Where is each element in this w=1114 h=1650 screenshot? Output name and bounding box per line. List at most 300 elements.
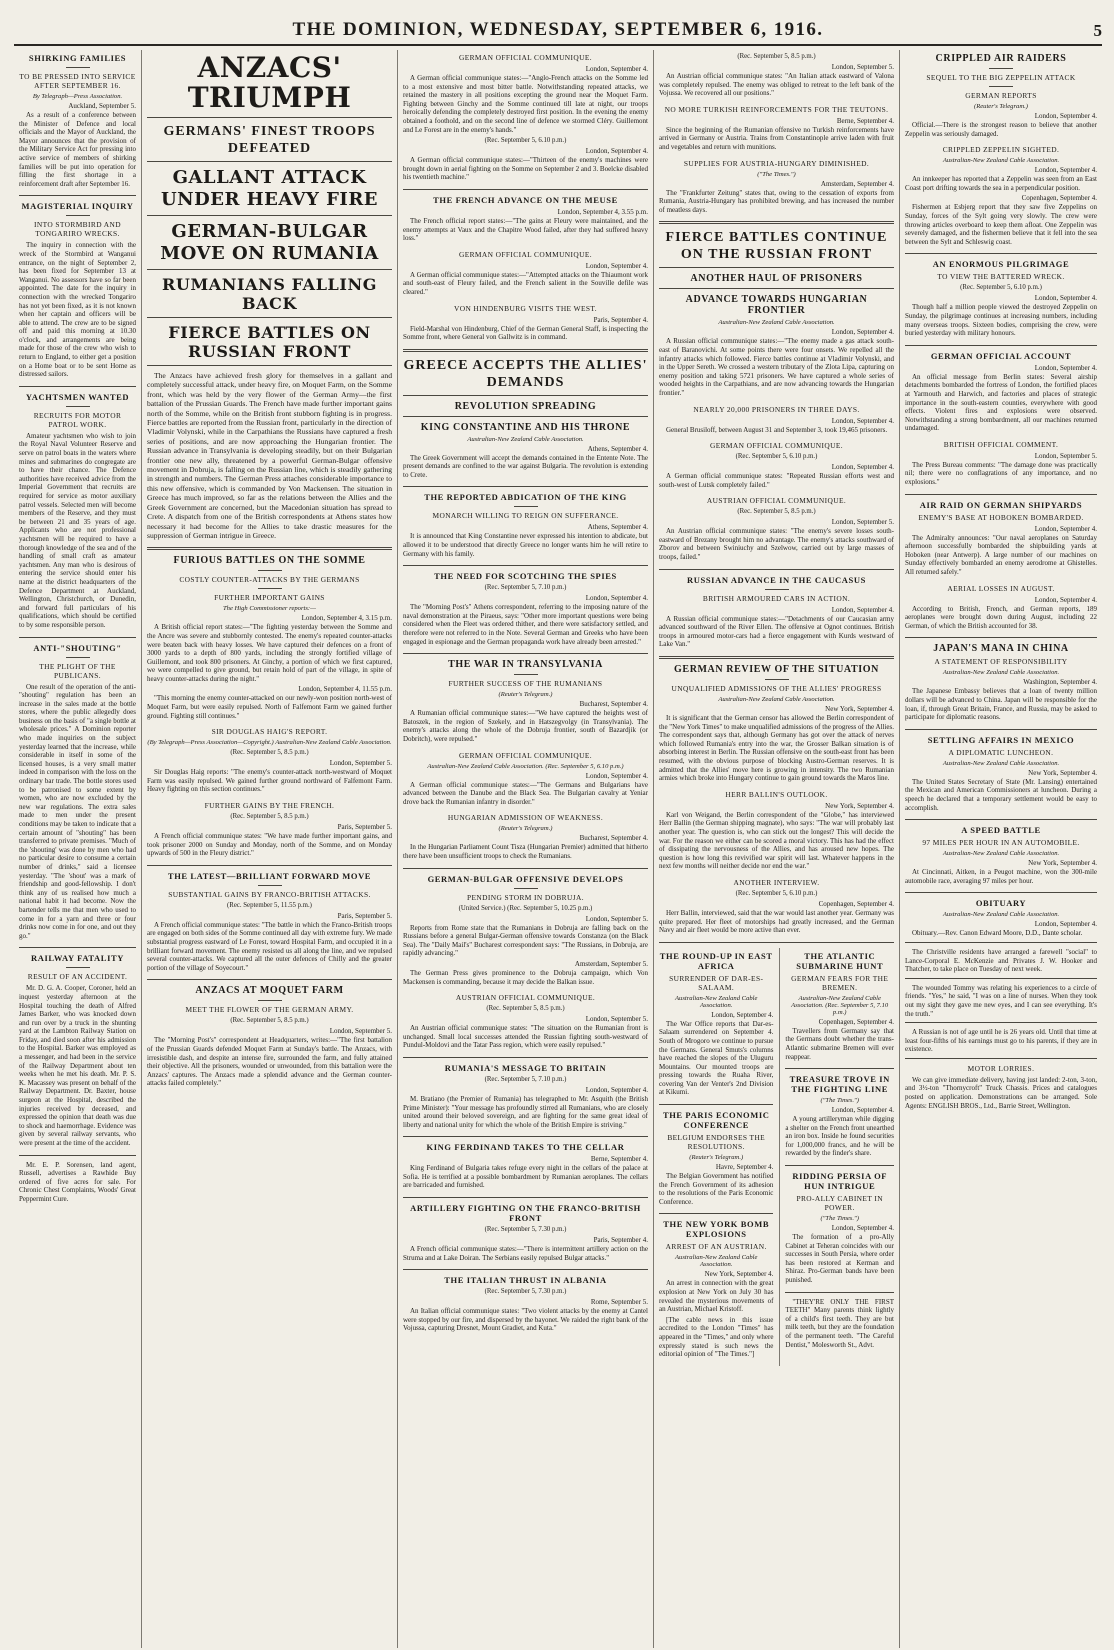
subheadline: ENEMY'S BASE AT HOBOKEN BOMBARDED. (918, 512, 1084, 522)
headline: SETTLING AFFAIRS IN MEXICO (927, 734, 1075, 745)
article-body: Amateur yachtsmen who wish to join the Royal Naval Volunteer Reserve and serve on patrol boats in the waters where mines and submarines do congregate are to have their chance. The Defence authorities have received advice from the Imperial Government that recruits are required for service as motor auxiliary patrol vessels. Selected men will become members of the Reserve, and they must be between 21 and 35 years of age. Applicants who are not professional yachtsmen will be required to have a thorough knowledge of the sea and of the handling of small craft as amateur yachtsmen. Any man who is desirous of entering the service should enter his name at the district headquarters of the Defence Department at Auckland, Wellington, Christchurch, or Dunedin, and forward full particulars of his qualifications, which should be certified to by some responsible person. (19, 431, 136, 629)
headline: GERMAN-BULGAR MOVE ON RUMANIA (160, 221, 379, 264)
dateline: Athens, September 4. (587, 444, 648, 453)
article-german-communique-4 (659, 441, 894, 489)
headline: OBITUARY (975, 898, 1027, 909)
dateline: London, September 4, 3.15 p.m. (301, 614, 392, 623)
article-german-communique-2 (403, 250, 648, 297)
dateline: Berne, September 4. (836, 116, 894, 125)
subheadline: FURTHER SUCCESS OF THE RUMANIANS (448, 679, 603, 689)
article-body: "This morning the enemy counter-attacked on our newly-won position north-west of Moquet Farm, but were easily repulsed. North of Falfemont Farm we gained further ground. Fighting still continues." (147, 694, 392, 720)
article-yachtsmen-wanted (19, 392, 136, 630)
article-ballin-outlook (659, 790, 894, 871)
subheadline: 97 MILES PER HOUR IN AN AUTOMOBILE. (922, 838, 1080, 848)
article-body: The Christville residents have arranged a farewell "social" to Lance-Corporal E. McKenzie and Privates J. W. Hooker and Thatcher, to take place on Tuesday of next week. (905, 947, 1097, 974)
article-body: An official message from Berlin states: Several airship detachments bombarded the fortress of London, the fortified places at Yarmouth and Harwich, and factories and places of strategic importance in the south-eastern counties, everywhere with good effects. Violent fires and explosions were observed. Notwithstanding a strong bombardment, all our machines returned undamaged. (905, 372, 1097, 433)
subheadline: RESULT OF AN ACCIDENT. (27, 972, 128, 982)
headline: JAPAN'S MANA IN CHINA (933, 643, 1069, 655)
source-line: (By Telegraph—Press Association—Copyright.) Australian-New Zealand Cable Association. (147, 739, 392, 747)
received-line: (Rec. September 5, 7.30 p.m.) (484, 1226, 567, 1234)
article-body: The wounded Tommy was relating his experiences to a circle of friends. "Yes," he said, "I was on a line of nurses. When they took out my sight they gave me new eyes, and I can see everything. It's the truth." (905, 983, 1097, 1018)
dateline: London, September 4. (831, 1106, 894, 1115)
headline: AUSTRIAN OFFICIAL COMMUNIQUE. (706, 496, 847, 506)
article-turkish-reinforcements (659, 105, 894, 152)
column-3 (398, 50, 654, 1648)
headline: AUSTRIAN OFFICIAL COMMUNIQUE. (455, 993, 596, 1003)
subheadline: SURRENDER OF DAR-ES-SALAAM. (669, 973, 764, 992)
headline: RUMANIA'S MESSAGE TO BRITAIN (444, 1062, 607, 1073)
article-magisterial-inquiry (19, 201, 136, 379)
source-line: Australian-New Zealand Cable Association. (942, 669, 1060, 677)
headline: ANTI-"SHOUTING" (33, 642, 122, 653)
article-treasure-trove (785, 1074, 894, 1158)
dateline: Copenhagen, September 4. (818, 899, 894, 908)
source-line: Australian-New Zealand Cable Association. (718, 696, 835, 704)
subheadline: PENDING STORM IN DOBRUJA. (466, 892, 585, 902)
article-body: King Ferdinand of Bulgaria takes refuge every night in the cellars of the palace at Sofia. He is terrified at a possible bombardment by Rumanian aeroplanes. The cellars are barricaded and furnished. (403, 1164, 648, 1190)
headline: VON HINDENBURG VISITS THE WEST. (453, 303, 598, 313)
dateline: New York, September 4. (704, 1270, 774, 1279)
headline: THE ROUND-UP IN EAST AFRICA (659, 950, 773, 971)
article-body: The Anzacs have achieved fresh glory for themselves in a gallant and completely successful attack, under heavy fire, on Moquet Farm, on the Somme front, which was held by the very flower of the German Army—the first battalion of the Prussian Guards. The French have made further important gains north of the Somme, while on the British front stubborn fighting is in progress. Fierce battles are reported from the Russian front, particularly in the direction of Vladimir Volynski, while in the Carpathians the Russians have captured a fresh series of positions, and are now approaching the Hungarian frontier. The Russian advance in Transylvania is developing steadily, but on their Bulgarian frontier one new ally, threatened by a powerful German-Bulgar offensive movement in Dobruja, is falling on the Russian line, which is steadily gathering in strength and numbers. The German Press attaches considerable importance to this new offensive, which is commanded by Von Mackensen. The situation in Greece has much improved, so far as the relations between the Allies and the Greek Government are concerned, but the Macedonian situation has spread to Crete. A dispatch from one of the British correspondents at Athens states how necessary it had become for the Allies to take drastic measures for the suppression of German intrigue in Greece. (147, 371, 392, 540)
received-line: (United Service.) (Rec. September 5, 10.25 p.m.) (458, 904, 593, 912)
article-spies (403, 571, 648, 646)
headline: THE ATLANTIC SUBMARINE HUNT (796, 950, 884, 971)
headline: GERMAN OFFICIAL COMMUNIQUE. (458, 249, 593, 259)
dateline: Auckland, September 5. (68, 102, 136, 110)
dateline: London, September 5. (1034, 451, 1097, 460)
article-body: M. Bratiano (the Premier of Rumania) has telegraphed to Mr. Asquith (the British Prime Minister): "Your message has profoundly stirred all Rumanians, who are closely united around their beloved sovereign, and are fighting for the same great ideal of liberty and national unity for which the whole of the British Empire is striving." (403, 1094, 648, 1129)
dateline: London, September 4. (1034, 595, 1097, 604)
article-body: Obituary.—Rev. Canon Edward Moore, D.D., Dante scholar. (912, 929, 1083, 938)
headline: GERMANS' FINEST TROOPS DEFEATED (163, 124, 376, 156)
headline: THE NEW YORK BOMB EXPLOSIONS (663, 1219, 770, 1240)
subheadline: MEET THE FLOWER OF THE GERMAN ARMY. (185, 1005, 354, 1015)
dateline: Washington, September 4. (1023, 678, 1097, 687)
article-body: As a result of a conference between the Minister of Defence and local officials and the Mayor of Auckland, the Mayor announces that the provision of the Military Service Act for pressing into active service of members of shirking families will be put into operation for filling the first shortage in a reinforcement draft after September 16. (19, 111, 136, 188)
received-line: (Rec. September 5, 8.5 p.m.) (737, 53, 816, 60)
headline: KING FERDINAND TAKES TO THE CELLAR (426, 1142, 625, 1153)
dateline: London, September 4. (1034, 112, 1097, 120)
subheadline: RECRUITS FOR MOTOR PATROL WORK. (33, 410, 122, 429)
dateline: London, September 4. (585, 1085, 648, 1094)
article-dobruja (403, 874, 648, 987)
article-paris-conference (659, 1110, 773, 1206)
dateline: London, September 4. (831, 463, 894, 472)
article-body: A German official communique states: "Repeated Russian efforts west and south-west of Lutsk completely failed." (659, 472, 894, 489)
article-body: An innkeeper has reported that a Zeppelin was seen from an East Coast port drifting towards the sea in a perpendicular position. (905, 175, 1097, 192)
received-line: (Rec. September 5, 8.5 p.m.) (737, 508, 816, 516)
article-body: At Cincinnati, Aitken, in a Peugot machine, won the 300-mile automobile race, averaging 97 miles per hour. (905, 868, 1097, 885)
article-russian-front (659, 229, 894, 397)
article-body: The French official report states:—"The gains at Fleury were maintained, and the enemy attempts at Vaux and the Chapitre Wood failed, after they had suffered heavy loss." (403, 216, 648, 243)
dateline: Bucharest, September 4. (579, 834, 648, 843)
received-line: (Rec. September 5, 6.10 p.m.) (735, 453, 818, 461)
article-body: The Admiralty announces: "Our naval aeroplanes on Saturday afternoon successfully bombarded the shipbuilding yards at Hoboken (near Antwerp). A large number of our machines on Sunday effectively bombarded an enemy aerodrome at Ghistelles. All returned safely." (905, 533, 1097, 577)
dateline: London, September 5. (329, 759, 392, 768)
article-moquet-farm (147, 985, 392, 1088)
article-body: A Russian official communique states:—"The enemy made a gas attack south-east of Baranovichi. At some points there were four onsets. We repelled all the infantry attacks which followed. Fierce battles continue at Vladimir Volynski, and in the Upper Sereth. We crossed a western tributary of the Zlota Lipa, capturing on enemy position and taking 5721 prisoners. We have captured a whole series of wooded heights in the Carpathians, and are now advancing towards the Hungarian frontier." (659, 337, 894, 397)
headline: CRIPPLED AIR RAIDERS (935, 53, 1067, 64)
dateline: London, September 4. (831, 328, 894, 337)
headline: YACHTSMEN WANTED (25, 391, 130, 402)
headline: FIERCE BATTLES CONTINUE ON THE RUSSIAN FRONT (665, 230, 888, 263)
headline: GERMAN OFFICIAL COMMUNIQUE. (458, 750, 593, 760)
article-hungarian-admission (403, 813, 648, 860)
article-albania (403, 1275, 648, 1333)
dateline: Bucharest, September 4. (579, 700, 648, 709)
headline: NEARLY 20,000 PRISONERS IN THREE DAYS. (693, 404, 860, 414)
headline: HERR BALLIN'S OUTLOOK. (725, 789, 828, 799)
article-body: Field-Marshal von Hindenburg, Chief of the German General Staff, is inspecting the Somme front, where General von Gallwitz is in command. (403, 324, 648, 342)
dateline: London, September 4. (831, 605, 894, 614)
article-body: A German official communique states:—"Anglo-French attacks on the Somme led to a most extensive and most bitter battle. Notwithstanding repeated attacks, we retained the mastery in all positions excepting the ground near the Moquet Farm. Fighting between Ginchy and the Somme continued till late at night, our troops heroically defending the completely destroyed first position. In the evening the enemy obtained a foothold, and on the second line of defence we stormed Cléry. Guillemont and Le Forest are in the enemy's hands." (403, 74, 648, 134)
article-anti-shouting (19, 643, 136, 941)
dateline: London, September 4. (711, 1010, 774, 1019)
split-section (659, 948, 894, 1366)
article-body: The formation of a pro-Ally Cabinet at Teheran coincides with our successes in South Persia, where order has been restored at Kerman and Shiraz. Pro-German bands have been punished. (785, 1233, 894, 1285)
source-line: (Reuter's Telegram.) (498, 691, 553, 699)
dateline: London, September 4. (1034, 166, 1097, 175)
subheadline: SEQUEL TO THE BIG ZEPPELIN ATTACK (926, 73, 1076, 82)
source-line: (Reuter's Telegram.) (974, 103, 1028, 110)
dateline: London, September 4. (585, 594, 648, 603)
received-line: (Rec. September 5, 6.10 p.m.) (960, 284, 1042, 292)
article-crippled-air-raiders (905, 53, 1097, 138)
article-body: Travellers from Germany say that the Germans doubt whether the trans-Atlantic submarine Bremen will ever reappear. (785, 1026, 894, 1061)
received-line: (Rec. September 5, 7.10 p.m.) (484, 1075, 567, 1083)
article-submarine-hunt (785, 951, 894, 1061)
source-line: Australian-New Zealand Cable Association. (942, 759, 1060, 767)
article-body: Though half a million people viewed the destroyed Zeppelin on Sunday, the pilgrimage continues at increasing numbers, including many overseas troops. Sixteen bodies, comprising the crew, were buried yesterday with military honours. (905, 303, 1097, 338)
dateline: London, September 4. (585, 771, 648, 780)
article-forward-move (147, 871, 392, 973)
dateline: Amsterdam, September 5. (574, 959, 648, 968)
headline: MOTOR LORRIES. (967, 1063, 1035, 1073)
article-body: The War Office reports that Dar-es-Salaam surrendered on September 4. South of Mrogoro we continue to pursue the Germans. General Smuts's columns have reached the slopes of the Uluguru Mountains. Our mounted troops are pressing towards the Ruaha River, covering Van der Venter's 2nd Division at Kikumi. (659, 1019, 774, 1097)
dateline: London, September 4. (1034, 294, 1097, 303)
source-line: Australian-New Zealand Cable Association. (467, 435, 584, 443)
received-line: (Rec. September 5, 6.10 p.m.) (484, 137, 567, 145)
article-body: The Greek Government will accept the demands contained in the Entente Note. The present demands are confined to the war against Bulgaria. The revolution is extending to Crete. (403, 453, 648, 479)
dateline: Berne, September 4. (590, 1155, 648, 1164)
article-body: A Rumanian official communique states:—"We have captured the heights west of Batoszek, in the region of Szekely, and in Hatszegvolgy (in Transylvania). The enemy's attacks along the whole of the Dobruja frontier, south of Bazardjik (or Dobritch), were repulsed." (403, 709, 648, 743)
subheadline: ADVANCE TOWARDS HUNGARIAN FRONTIER (685, 294, 868, 317)
headline: FURIOUS BATTLES ON THE SOMME (173, 555, 366, 567)
headline: THE WAR IN TRANSYLVANIA (448, 659, 603, 671)
article-mexico (905, 735, 1097, 812)
headline: AN ENORMOUS PILGRIMAGE (932, 259, 1070, 270)
headline: A SPEED BATTLE (961, 825, 1041, 836)
article-abdication (403, 492, 648, 558)
received-line: (Rec. September 5, 8.5 p.m.) (230, 813, 309, 821)
dateline: Rome, September 5. (590, 1298, 648, 1307)
article-persia (785, 1171, 894, 1285)
article-shipyards (905, 500, 1097, 577)
dateline: London, September 4, 3.55 p.m. (557, 207, 648, 216)
article-body: The "Morning Post's" Athens correspondent, referring to the imposing nature of the naval demonstration at the Piraeus, says: "Other more important questions were being considered when the Fleet was ordered thither, and there were satisfactory settled, and therefore were not referred to in the Note. Several German and Greeks who have been engaged in espionage and the German propaganda work have already been arrested." (403, 603, 648, 646)
subheadline: ANOTHER HAUL OF PRISONERS (690, 273, 863, 285)
headline: THE NEED FOR SCOTCHING THE SPIES (434, 571, 617, 582)
headline: AIR RAID ON GERMAN SHIPYARDS (919, 499, 1083, 510)
article-somme (147, 555, 392, 720)
article-italian-attack (659, 53, 894, 98)
article-body: A French official communique states: "We have made further important gains, and took prisoner 2000 on Sunday and Monday, north of the Somme, and on Monday upwards of 500 in the Fleury district." (147, 832, 392, 858)
dateline: Paris, September 5. (337, 911, 392, 920)
dateline: New York, September 4. (1028, 859, 1097, 868)
article-zeppelin-sighted (905, 145, 1097, 246)
headline: GERMAN-BULGAR OFFENSIVE DEVELOPS (427, 873, 624, 884)
headline: TREASURE TROVE IN THE FIGHTING LINE (789, 1074, 890, 1095)
article-body: A Russian official communique states:—"Detachments of our Caucasian army advanced southward of the River Ellen. The offensive at Ognot continues. British troops in armoured motor-cars had a fierce engagement with Kurds westward of Lake Van." (659, 614, 894, 649)
subheadline: MONARCH WILLING TO REIGN ON SUFFERANCE. (432, 511, 619, 521)
subheadline: A DIPLOMATIC LUNCHEON. (948, 747, 1054, 757)
source-line: Australian-New Zealand Cable Association. (718, 319, 835, 327)
subheadline: REVOLUTION SPREADING (454, 400, 597, 412)
headline: BRITISH OFFICIAL COMMENT. (943, 439, 1059, 449)
dateline: London, September 4. (1034, 920, 1097, 929)
article-body: It is announced that King Constantine never expressed his intention to abdicate, but allowed it to be understood that directly Greece no longer wants him he will retire to Germany with his family. (403, 532, 648, 558)
dateline: Copenhagen, September 4. (1021, 194, 1097, 203)
article-body: The inquiry in connection with the wreck of the Stormbird at Wanganui entrance, on the night of September 2, has been fixed for September 13 at Wanganui. No assessors have so far been appointed. The date for the inquiry in connection with the wrecked Tongariro has not yet been fixed, as it is not known when her captain and officers will be able to attend. The crew are to be signed off and paid this morning at 10.30 o'clock, and arrangements are being made for those of the crew who wish to return to England, to either get a position on a Home boat or to be sent Home as distressed sailors. (19, 241, 136, 379)
subheadline: PRO-ALLY CABINET IN POWER. (796, 1194, 883, 1213)
subheadline: FURTHER IMPORTANT GAINS (214, 593, 325, 603)
article-body: A German official communique states:—"Thirteen of the enemy's machines were brought down in aerial fighting on the Somme on September 2 and 3. Boelcke disabled his twentieth machine." (403, 156, 648, 182)
article-meuse (403, 195, 648, 243)
headline: THE FRENCH ADVANCE ON THE MEUSE (433, 194, 618, 205)
dateline: New York, September 4. (1028, 768, 1097, 777)
article-body: A British official report states:—"The fighting yesterday between the Somme and the Ancre was severe and stubbornly contested. The enemy's repeated counter-attacks were beaten back with heavy losses. We have captured their defences on a front of 3000 yards to a depth of 800 yards, including the strongly fortified village of Guillemont, and took 800 prisoners. At Ginchy, a portion of which we first captured, we were compelled to give ground, but retain hold of part of the village, in spite of heavy counter-attacks during the night." (147, 623, 392, 683)
article-body: Fishermen at Esbjerg report that they saw five Zeppelins on Sunday, forces of the Sylt going very slowly. The crew were throwing articles overboard to keep them afloat. One Zeppelin was severely damaged, and the fishermen believe that it fell into the sea between the Sylt and Schleswig coast. (905, 203, 1097, 246)
article-caucasus (659, 575, 894, 649)
dateline: London, September 5. (585, 1015, 648, 1024)
article-east-africa (659, 951, 773, 1097)
source-line: Australian-New Zealand Cable Association. (942, 157, 1060, 165)
dateline: London, September 5. (329, 1027, 392, 1036)
dateline: Copenhagen, September 4. (818, 1017, 894, 1026)
article-body: Since the beginning of the Rumanian offensive no Turkish reinforcements have arrived in Germany or Austria. Trains from Constantinople arrive laden with fruit and vegetables and return with munitions. (659, 125, 894, 151)
source-line: ("The Times.") (820, 1097, 859, 1105)
dateline: London, September 5. (831, 63, 894, 71)
dateline: London, September 5. (831, 518, 894, 527)
article-body: Reports from Rome state that the Rumanians in Dobruja are falling back on the Russians before a general Bulgar-German offensive towards Constanza (on the Black Sea). The "Daily Mail's" Bucharest correspondent says: "The Russians, in Dobruja, are rapidly advancing." (403, 923, 648, 958)
headline: THE REPORTED ABDICATION OF THE KING (424, 492, 627, 503)
headline: MAGISTERIAL INQUIRY (21, 201, 134, 212)
article-transylvania (403, 659, 648, 743)
subheadline: A STATEMENT OF RESPONSIBILITY (934, 657, 1068, 667)
headline: ANZACS AT MOQUET FARM (195, 985, 344, 997)
dateline: London, September 4. (831, 1224, 894, 1233)
article-king-ferdinand (403, 1142, 648, 1190)
article-british-comment (905, 440, 1097, 487)
source-line: Australian-New Zealand Cable Association. (675, 1254, 758, 1269)
headline: GERMAN OFFICIAL COMMUNIQUE. (458, 53, 593, 62)
subheadline: TO VIEW THE BATTERED WRECK. (937, 272, 1065, 282)
article-body: An Austrian official communique states: "The enemy's severe losses south-eastward of Brezany brought him no advantage. The enemy's attacks southward of Zborov and between Swiniuchy and Szelwow, carried out by large masses of troops, failed." (659, 527, 894, 562)
article-body: A young artilleryman while digging a shelter on the French front unearthed an iron box. Inside he found securities for 1,000,000 francs, and he will be rewarded by the finder's share. (785, 1115, 894, 1158)
article-body: The United States Secretary of State (Mr. Lansing) entertained the Mexican and American Commissioners at luncheon. During a speech he declared that a temporary settlement would be easy to accomplish. (905, 777, 1097, 812)
headline: FURTHER GAINS BY THE FRENCH. (204, 801, 335, 811)
article-body: It is significant that the German censor has allowed the Berlin correspondent of the "New York Times" to make unqualified admissions of the progress of the Allies. The correspondent says that, although Germany has got over the attack of nerves which followed Rumania's entry into the war, the Grosser Balkan situation is of absorbing interest in Berlin. The Russian offensive on the south-east front has been resumed, with the obvious purpose of blocking Austro-German reserves. It is admitted that the Allies' move here is growing in intensity. The two Rumanian armies which broke into Hungary continue to gain ground towards the Maros line. (659, 714, 894, 783)
dateline: London, September 4. (585, 147, 648, 156)
article-body: One result of the operation of the anti-"shouting" regulation has been an increase in the sales made at the bottle stores, where the public allegedly does business on the basis of "a single bottle at wholesale prices." A Dominion reporter who made inquiries on the subject yesterday learned that the increase, while considerable in itself in some of the licensed houses, is a very small matter indeed in comparison with the loss on the ordinary bar trade. The bottle stores used to be patronised to some extent by women, who are now excluded by the new war regulations. The extra sales made to men under the present conditions may be taken to indicate that a certain amount of "shouting" has been transferred to private premises. "Much of the 'shouting' was done by men who had no particular desire to consume a certain number of drinks," said a licensee yesterday. "The 'shout' was a mark of friendship and good-fellowship. I don't think any of us realised how much a national habit it had become. Now the bartender tells me that men who used to come in for a yarn and three or four drinks now come in for one, and out they go." (19, 682, 136, 940)
article-body: A Russian is not of age until he is 26 years old. Until that time at least four-fifths of his earnings must go to his parents, if they are in existence. (905, 1028, 1097, 1054)
dateline: London, September 4. (1034, 524, 1097, 533)
headline: GERMAN OFFICIAL COMMUNIQUE. (709, 441, 844, 451)
headline: RAILWAY FATALITY (31, 953, 124, 964)
article-body: The Belgian Government has notified the French Government of its adhesion to the resolutions of the Paris Economic Conference. (659, 1172, 774, 1206)
article-body: The "Frankfurter Zeitung" states that, owing to the cessation of exports from Rumania, Austria-Hungary has prohibited brewing, and has increased the number of meatless days. (659, 188, 894, 214)
headline: ANOTHER INTERVIEW. (733, 877, 820, 887)
headline: GERMAN REVIEW OF THE SITUATION (674, 664, 879, 676)
headline: GREECE ACCEPTS THE ALLIES' DEMANDS (403, 357, 648, 390)
headline: AERIAL LOSSES IN AUGUST. (947, 583, 1055, 593)
dateline: Paris, September 4. (593, 1236, 648, 1245)
received-line: (Rec. September 5, 11.55 p.m.) (227, 901, 312, 909)
article-haig-report (147, 727, 392, 794)
dateline: Havre, September 4. (715, 1163, 774, 1172)
source-line: (Reuter's Telegram.) (498, 825, 553, 833)
article-aerial-losses (905, 584, 1097, 631)
article-body: A French official communique states: "The battle in which the Franco-British troops are engaged on both sides of the Somme continued all day with extreme fury. We made substantial progress eastward of Le Forest, toward Hospital Farm, and occupied it in a brilliant forward movement. The enemy resisted us all along the line, and we repulsed several counter-attacks. We captured all the outer defences of Chilly and the greater portion of the village of Soyecourt." (147, 920, 392, 972)
headline: ARTILLERY FIGHTING ON THE FRANCO-BRITISH FRONT (410, 1203, 641, 1224)
headline: SHIRKING FAMILIES (28, 53, 127, 63)
article-supplies (659, 159, 894, 215)
headline: CRIPPLED ZEPPELIN SIGHTED. (942, 145, 1060, 155)
headline: SIR DOUGLAS HAIG'S REPORT. (211, 727, 328, 737)
article-greece (403, 357, 648, 480)
article-body: An arrest in connection with the great explosion at New York on July 30 has revealed the mysterious movements of an Austrian, Michael Kristoff. (659, 1279, 774, 1314)
article-german-communique (403, 53, 648, 182)
page-title: THE DOMINION, WEDNESDAY, SEPTEMBER 6, 1916. (292, 19, 824, 40)
article-body: An Austrian official communique states: "The situation on the Rumanian front is unchanged. Small local successes attended the Russian fighting south-westward of Pundul-Moldovi and the Tatar Pass region, which were easily repulsed." (403, 1024, 648, 1050)
received-line: (Rec. September 5, 7.10 p.m.) (484, 584, 567, 592)
masthead (14, 8, 1102, 46)
dateline: Amsterdam, September 4. (820, 179, 894, 188)
article-pilgrimage (905, 259, 1097, 337)
article-german-communique-3 (403, 751, 648, 807)
dateline: New York, September 4. (825, 801, 894, 810)
subheadline: UNQUALIFIED ADMISSIONS OF THE ALLIES' PROGRESS (671, 684, 882, 694)
article-body: In the Hungarian Parliament Count Tisza (Hungarian Premier) admitted that hitherto there have been unsufficient troops to check the Rumanians. (403, 843, 648, 860)
subheadline: ARREST OF AN AUSTRIAN. (665, 1242, 767, 1252)
article-anzacs-triumph (147, 53, 392, 540)
headline: RUSSIAN ADVANCE IN THE CAUCASUS (687, 574, 866, 585)
source-line: (Reuter's Telegram.) (689, 1154, 744, 1162)
column-4 (654, 50, 900, 1648)
subheadline: KING CONSTANTINE AND HIS THRONE (420, 421, 631, 433)
article-body: A French official communique states:—"There is intermittent artillery action on the Struma and at Lake Doiran. The Serbians easily repulsed Bulgar attacks." (403, 1245, 648, 1262)
article-bomb-explosions (659, 1219, 773, 1358)
article-artillery (403, 1203, 648, 1262)
article-body: Mr. D. G. A. Cooper, Coroner, held an inquest yesterday afternoon at the Hospital touching the death of Alfred James Barker, who was knocked down and run over by a truck in the shunting yard at the Lambton Railway Station on Friday, and died soon after his admission to the Hospital. Barker was employed as a messenger, and had been in the service of the Railway Department about ten weeks when he met his death. Mr. P. S. K. Macassey was present on behalf of the Railway Department. Dr. Baxter, house surgeon at the Hospital, described the injuries received by deceased, and expressed the opinion that death was due to shock and haemorrhage. Evidence was given by several railway servants, who were present at the time of the accident. (19, 984, 136, 1147)
column-1 (14, 50, 142, 1648)
received-line: (Rec. September 5, 7.30 p.m.) (484, 1288, 567, 1296)
source-line: Australian-New Zealand Cable Association. (Rec. September 5, 7.10 p.m.) (791, 994, 889, 1016)
source-line: Australian-New Zealand Cable Association. (942, 911, 1060, 919)
subheadline: BRITISH ARMOURED CARS IN ACTION. (702, 593, 851, 603)
subheadline: GERMAN REPORTS (965, 91, 1037, 100)
source-line: ("The Times.") (757, 170, 796, 178)
subheadline: THE PLIGHT OF THE PUBLICANS. (39, 661, 116, 680)
article-obituary (905, 898, 1097, 1110)
article-body: A German official communique states:—"Attempted attacks on the Thiaumont work and south-east of Fleury failed, and the French salient in the Souville defile was cleared." (403, 270, 648, 296)
headline: RUMANIANS FALLING BACK (162, 275, 377, 313)
article-hindenburg (403, 304, 648, 342)
article-body: The German Press gives prominence to the Dobruja campaign, which Von Mackensen is commanding, because it may decide the Balkan issue. (403, 968, 648, 986)
subheadline: GERMAN FEARS FOR THE BREMEN. (791, 973, 889, 992)
source-line: Australian-New Zealand Cable Association. (Rec. September 5, 6.10 p.m.) (427, 762, 624, 770)
dateline: Paris, September 5. (337, 823, 392, 832)
headline: FIERCE BATTLES ON RUSSIAN FRONT (168, 323, 371, 361)
subheadline: BELGIUM ENDORSES THE RESOLUTIONS. (667, 1133, 766, 1152)
column-5 (900, 50, 1102, 1648)
article-body: An Italian official communique states: "Two violent attacks by the enemy at Cantel were stopped by our fire, and dispersed by the bayonet. We raided the right bank of the Vojussa, capturing Dresnet, Mount Gradiet, and Kuta." (403, 1307, 648, 1333)
dateline: London, September 4. (585, 261, 648, 270)
article-railway-fatality (19, 953, 136, 1147)
article-german-account (905, 351, 1097, 433)
article-body: The Press Bureau comments: "The damage done was practically nil; there were no conflagrations of any importance, and no explosions." (905, 460, 1097, 487)
dateline: Athens, September 4. (587, 523, 648, 532)
dateline: Paris, September 4. (593, 315, 648, 324)
subheadline: TO BE PRESSED INTO SERVICE AFTER SEPTEMBER 16. (19, 72, 136, 90)
advertisement: Mr. E. P. Sorensen, land agent, Russell, advertises a Rawhide Buy ordered of five acres for sale. For Chronic Chest Complaints, Woods' Great Peppermint Cure. (19, 1160, 136, 1203)
article-german-review (659, 664, 894, 783)
dateline: London, September 4. (831, 416, 894, 425)
headline: THE PARIS ECONOMIC CONFERENCE (662, 1110, 770, 1131)
headline: HUNGARIAN ADMISSION OF WEAKNESS. (447, 813, 604, 823)
article-shirking-families (19, 53, 136, 188)
article-body: A German official communique states:—"The Germans and Bulgarians have advanced between the Danube and the Black Sea. The Bulgarian cavalry at Yeniar drove back the Rumanian infantry in disorder." (403, 780, 648, 806)
dateline: New York, September 4. (825, 705, 894, 714)
dateline: London, September 4. (585, 65, 648, 73)
article-japan-china (905, 643, 1097, 721)
article-another-interview (659, 878, 894, 935)
article-austrian-communique (403, 993, 648, 1050)
received-line: (Rec. September 5, 8.5 p.m.) (230, 749, 309, 757)
headline: THE LATEST—BRILLIANT FORWARD MOVE (167, 870, 372, 881)
dateline: London, September 5. (585, 914, 648, 923)
split-left (659, 948, 773, 1366)
article-body: Herr Ballin, interviewed, said that the war would last another year. Germany was quite prepared. Her fleet of motorships had greatly increased, and the German Navy and air fleet would be more active than ever. (659, 908, 894, 935)
column-2 (142, 50, 398, 1648)
article-french-gains (147, 801, 392, 858)
subheadline: COSTLY COUNTER-ATTACKS BY THE GERMANS (179, 575, 360, 585)
subheadline: SUBSTANTIAL GAINS BY FRANCO-BRITISH ATTACKS. (168, 889, 371, 899)
source-line: Australian-New Zealand Cable Association. (675, 994, 758, 1009)
source-line: By Telegraph—Press Association. (32, 93, 123, 100)
source-line: Australian-New Zealand Cable Association. (942, 850, 1060, 858)
source-line: ("The Times.") (820, 1215, 859, 1223)
received-line: (Rec. September 5, 8.5 p.m.) (486, 1005, 565, 1013)
article-body: Sir Douglas Haig reports: "The enemy's counter-attack north-westward of Moquet Farm was easily repulsed. We gained further ground northward of Falfemont Farm. Heavy fighting on this section continues." (147, 768, 392, 794)
article-austrian-communique-2 (659, 496, 894, 561)
advertisement: "THEY'RE ONLY THE FIRST TEETH" Many parents think lightly of a child's first teeth. They are but milk teeth, but they are the foundation of the permanent teeth. "The Careful Dentist," Molesworth St., Advt. (785, 1297, 894, 1349)
article-body: General Brusiloff, between August 31 and September 3, took 19,465 prisoners. (666, 425, 888, 434)
dateline: London, September 4, 11.55 p.m. (298, 685, 392, 694)
subheadline: INTO STORMBIRD AND TONGARIRO WRECKS. (33, 220, 121, 239)
dateline: London, September 4. (1034, 363, 1097, 372)
editorial-note: [The cable news in this issue accredited to the London "Times" has appeared in the "Times," and only where expressly stated is such news the editorial opinion of "The Times."] (659, 1315, 774, 1359)
headline: THE ITALIAN THRUST IN ALBANIA (444, 1275, 607, 1286)
headline: RIDDING PERSIA OF HUN INTRIGUE (792, 1171, 888, 1192)
article-rumania-message (403, 1063, 648, 1129)
headline: SUPPLIES FOR AUSTRIA-HUNGARY DIMINISHED. (683, 158, 870, 168)
received-line: (Rec. September 5, 6.10 p.m.) (735, 889, 818, 897)
headline: GERMAN OFFICIAL ACCOUNT (930, 350, 1072, 361)
split-right (779, 948, 894, 1366)
article-body: Official.—There is the strongest reason to believe that another Zeppelin was seriously damaged. (905, 121, 1097, 138)
